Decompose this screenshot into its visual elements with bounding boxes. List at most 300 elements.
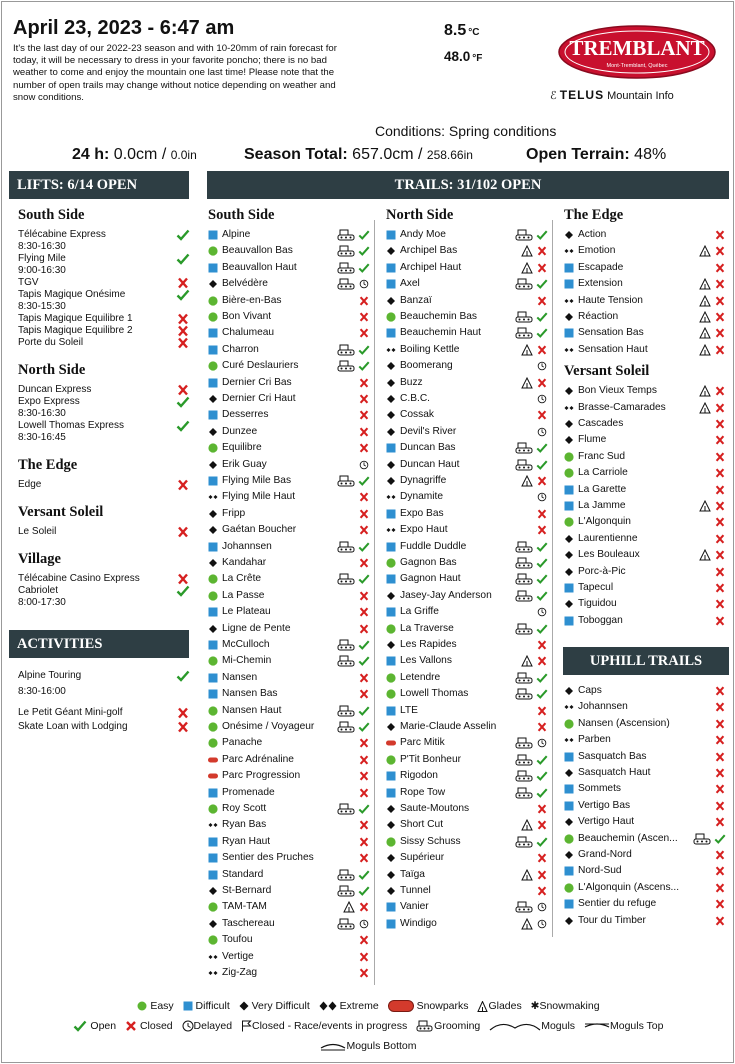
trail-name: Tour du Timber bbox=[578, 914, 646, 926]
green-circle-icon bbox=[208, 706, 218, 716]
double-black-diamond-icon bbox=[564, 735, 574, 745]
trail-row bbox=[564, 880, 727, 896]
trail-row bbox=[386, 752, 549, 768]
groomer-icon bbox=[416, 1020, 434, 1032]
blue-square-icon bbox=[208, 378, 218, 388]
red-x-icon bbox=[714, 311, 726, 323]
trail-area-title: Versant Soleil bbox=[564, 363, 650, 380]
trail-row bbox=[564, 432, 727, 448]
activity-name: Alpine Touring bbox=[18, 670, 82, 681]
red-x-icon bbox=[358, 737, 370, 749]
trail-name: Nansen Haut bbox=[222, 704, 282, 716]
green-circle-icon bbox=[208, 656, 218, 666]
checkmark-icon bbox=[73, 1020, 87, 1032]
lift-name: Tapis Magique Equilibre 2 bbox=[18, 325, 133, 336]
red-x-icon bbox=[536, 705, 548, 717]
legend-difficulty bbox=[2, 1000, 734, 1012]
trail-name: Sasquatch Haut bbox=[578, 767, 651, 778]
trail-name: Sensation Haut bbox=[578, 343, 648, 355]
black-diamond-icon bbox=[386, 427, 396, 437]
trail-row bbox=[564, 293, 727, 309]
trail-row bbox=[386, 243, 549, 259]
clock-icon bbox=[536, 426, 548, 438]
trail-name: Archipel Bas bbox=[400, 245, 458, 257]
red-x-icon bbox=[714, 229, 726, 241]
trail-row bbox=[208, 506, 371, 522]
trail-row bbox=[386, 588, 549, 604]
glade-icon bbox=[513, 377, 535, 389]
trail-name: La Griffe bbox=[400, 606, 439, 618]
trail-name: Laurentienne bbox=[578, 532, 638, 544]
red-x-icon bbox=[714, 882, 726, 894]
blue-square-icon bbox=[386, 919, 396, 929]
red-x-icon bbox=[176, 313, 190, 325]
red-x-icon bbox=[536, 721, 548, 733]
groomer-icon bbox=[513, 836, 535, 848]
trail-name: Sensation Bas bbox=[578, 327, 644, 339]
red-x-icon bbox=[714, 800, 726, 812]
trail-name: Nansen Bas bbox=[222, 688, 278, 700]
lift-item bbox=[18, 396, 190, 420]
red-x-icon bbox=[536, 295, 548, 307]
checkmark-icon bbox=[176, 253, 190, 265]
trail-row bbox=[208, 293, 371, 309]
trail-name: Lowell Thomas bbox=[400, 688, 469, 700]
trail-name: Ligne de Pente bbox=[222, 622, 291, 634]
red-x-icon bbox=[536, 409, 548, 421]
trail-row bbox=[564, 831, 727, 847]
trail-name: Toufou bbox=[222, 934, 253, 946]
trail-row bbox=[386, 834, 549, 850]
trail-row bbox=[386, 522, 549, 538]
trail-name: Dernier Cri Bas bbox=[222, 376, 292, 388]
groomer-icon bbox=[335, 278, 357, 290]
groomer-icon bbox=[335, 655, 357, 667]
trail-row bbox=[208, 473, 371, 489]
black-diamond-icon bbox=[208, 558, 218, 568]
trail-name: Gagnon Bas bbox=[400, 557, 457, 568]
trail-name: Vertigo Haut bbox=[578, 816, 635, 828]
trail-row bbox=[208, 325, 371, 341]
trail-row bbox=[386, 440, 549, 456]
blue-square-icon bbox=[564, 899, 574, 909]
red-x-icon bbox=[714, 402, 726, 414]
lift-item bbox=[18, 479, 190, 491]
green-circle-icon bbox=[208, 738, 218, 748]
activity-item bbox=[18, 719, 190, 735]
checkmark-icon bbox=[176, 670, 190, 682]
trail-row bbox=[386, 670, 549, 686]
trail-row bbox=[386, 391, 549, 407]
blue-square-icon bbox=[208, 410, 218, 420]
stat-season-in: 258.66in bbox=[426, 148, 473, 162]
trail-row bbox=[564, 732, 727, 748]
lift-name: Cabriolet bbox=[18, 585, 59, 596]
lift-group-title: Village bbox=[18, 551, 61, 567]
lift-hours: 8:30-16:45 bbox=[18, 432, 66, 443]
trail-name: Beauchemin (Ascen... bbox=[578, 832, 678, 844]
glade-icon bbox=[691, 295, 713, 307]
trail-row bbox=[564, 798, 727, 814]
logo-subtitle: Mont-Tremblant, Québec bbox=[606, 63, 668, 69]
legend-status bbox=[2, 1020, 734, 1032]
double-black-diamond-icon bbox=[386, 345, 396, 355]
trail-row bbox=[208, 522, 371, 538]
double-black-diamond-icon bbox=[386, 525, 396, 535]
red-x-icon bbox=[176, 337, 190, 349]
trail-row bbox=[208, 440, 371, 456]
blue-square-icon bbox=[386, 263, 396, 273]
red-x-icon bbox=[714, 598, 726, 610]
black-diamond-icon bbox=[386, 820, 396, 830]
red-x-icon bbox=[358, 524, 370, 536]
trail-row bbox=[564, 383, 727, 399]
lift-name: Porte du Soleil bbox=[18, 337, 84, 348]
red-x-icon bbox=[714, 484, 726, 496]
black-diamond-icon bbox=[386, 394, 396, 404]
trail-name: Letendre bbox=[400, 671, 441, 683]
red-x-icon bbox=[714, 549, 726, 561]
trail-name: Ryan Bas bbox=[222, 819, 267, 831]
blue-square-icon bbox=[208, 328, 218, 338]
trail-row bbox=[564, 514, 727, 530]
trail-name: Nansen (Ascension) bbox=[578, 717, 670, 729]
checkmark-icon bbox=[536, 590, 548, 602]
trail-row bbox=[386, 637, 549, 653]
checkmark-icon bbox=[358, 475, 370, 487]
blue-square-icon bbox=[208, 607, 218, 617]
clock-icon bbox=[536, 737, 548, 749]
checkmark-icon bbox=[358, 885, 370, 897]
trail-name: Standard bbox=[222, 868, 264, 880]
trail-name: Brasse-Camarades bbox=[578, 401, 666, 413]
trail-name: Fuddle Duddle bbox=[400, 540, 467, 552]
blue-square-icon bbox=[208, 788, 218, 798]
lift-item bbox=[18, 420, 190, 444]
groomer-icon bbox=[335, 803, 357, 815]
blue-square-icon bbox=[564, 752, 574, 762]
trail-name: P'Tit Bonheur bbox=[400, 753, 462, 765]
green-circle-icon bbox=[208, 722, 218, 732]
red-x-icon bbox=[536, 344, 548, 356]
groomer-icon bbox=[335, 262, 357, 274]
snowpark-icon bbox=[388, 1000, 414, 1012]
green-circle-icon bbox=[386, 312, 396, 322]
checkmark-icon bbox=[358, 869, 370, 881]
blue-square-icon bbox=[183, 1001, 193, 1011]
checkmark-icon bbox=[536, 278, 548, 290]
legend-moguls-bottom bbox=[320, 1040, 416, 1052]
trail-row bbox=[386, 309, 549, 325]
trail-row bbox=[208, 965, 371, 981]
trail-row bbox=[208, 539, 371, 555]
trail-name: Nord-Sud bbox=[578, 865, 622, 877]
legend-difficult bbox=[183, 1000, 230, 1012]
blue-square-icon bbox=[208, 345, 218, 355]
temp-c-unit: °C bbox=[468, 27, 480, 38]
trail-name: Le Plateau bbox=[222, 606, 271, 618]
green-circle-icon bbox=[208, 361, 218, 371]
lift-group-title: Versant Soleil bbox=[18, 504, 104, 520]
glade-icon bbox=[691, 344, 713, 356]
black-diamond-icon bbox=[564, 916, 574, 926]
trail-row bbox=[564, 498, 727, 514]
green-circle-icon bbox=[386, 755, 396, 765]
red-x-icon bbox=[536, 524, 548, 536]
trail-row bbox=[386, 342, 549, 358]
lift-item bbox=[18, 325, 190, 337]
blue-square-icon bbox=[208, 673, 218, 683]
lift-name: Edge bbox=[18, 479, 42, 490]
trail-name: Bon Vieux Temps bbox=[578, 385, 657, 397]
trail-row bbox=[208, 834, 371, 850]
red-x-icon bbox=[358, 442, 370, 454]
groomer-icon bbox=[513, 229, 535, 241]
lift-item bbox=[18, 229, 190, 253]
lift-name: Duncan Express bbox=[18, 384, 92, 395]
trail-row bbox=[208, 801, 371, 817]
red-x-icon bbox=[176, 325, 190, 337]
green-circle-icon bbox=[208, 296, 218, 306]
activity-item bbox=[18, 668, 190, 700]
checkmark-icon bbox=[358, 803, 370, 815]
trail-row bbox=[208, 407, 371, 423]
checkmark-icon bbox=[536, 623, 548, 635]
black-diamond-icon bbox=[208, 427, 218, 437]
trail-name: La Traverse bbox=[400, 622, 454, 634]
red-x-icon bbox=[358, 393, 370, 405]
clock-icon bbox=[536, 901, 548, 913]
green-circle-icon bbox=[564, 468, 574, 478]
black-diamond-icon bbox=[386, 361, 396, 371]
groomer-icon bbox=[335, 541, 357, 553]
snowpark-icon bbox=[208, 771, 218, 781]
trail-row bbox=[386, 686, 549, 702]
blue-square-icon bbox=[564, 263, 574, 273]
red-x-icon bbox=[358, 688, 370, 700]
red-x-icon bbox=[358, 557, 370, 569]
red-x-icon bbox=[714, 898, 726, 910]
temp-f-value: 48.0 bbox=[444, 49, 471, 64]
groomer-icon bbox=[513, 573, 535, 585]
checkmark-icon bbox=[536, 557, 548, 569]
trail-row bbox=[386, 457, 549, 473]
black-diamond-icon bbox=[386, 804, 396, 814]
glade-icon bbox=[513, 655, 535, 667]
red-x-icon bbox=[536, 245, 548, 257]
glade-icon bbox=[691, 311, 713, 323]
trail-row bbox=[208, 653, 371, 669]
legend-moguls-bottom-label: Moguls Bottom bbox=[346, 1040, 417, 1053]
checkmark-icon bbox=[358, 344, 370, 356]
trail-name: Tapecul bbox=[578, 582, 614, 593]
trail-name: Grand-Nord bbox=[578, 849, 632, 860]
temperature-celsius bbox=[444, 22, 479, 40]
red-x-icon bbox=[358, 901, 370, 913]
black-diamond-icon bbox=[564, 419, 574, 429]
legend-grooming-label: Grooming bbox=[434, 1020, 481, 1033]
trail-name: Taïga bbox=[400, 868, 425, 880]
red-x-icon bbox=[358, 295, 370, 307]
blue-square-icon bbox=[386, 230, 396, 240]
green-circle-icon bbox=[386, 673, 396, 683]
trail-name: Duncan Bas bbox=[400, 442, 456, 454]
glade-icon bbox=[477, 1001, 488, 1012]
black-diamond-icon bbox=[564, 768, 574, 778]
checkmark-icon bbox=[358, 360, 370, 372]
lift-item bbox=[18, 585, 190, 609]
glade-icon bbox=[513, 245, 535, 257]
trail-name: Extension bbox=[578, 278, 623, 290]
red-x-icon bbox=[358, 606, 370, 618]
trail-name: Equilibre bbox=[222, 442, 262, 454]
checkmark-icon bbox=[536, 573, 548, 585]
trail-row bbox=[564, 896, 727, 912]
trail-row bbox=[386, 883, 549, 899]
legend-snowparks bbox=[388, 1000, 469, 1012]
checkmark-icon bbox=[358, 721, 370, 733]
checkmark-icon bbox=[358, 229, 370, 241]
trail-row bbox=[208, 785, 371, 801]
clock-icon bbox=[182, 1020, 194, 1032]
blue-square-icon bbox=[564, 279, 574, 289]
red-x-icon bbox=[714, 816, 726, 828]
black-diamond-icon bbox=[386, 640, 396, 650]
trail-row bbox=[208, 883, 371, 899]
blue-square-icon bbox=[386, 509, 396, 519]
stat-season-cm: 657.0cm bbox=[352, 146, 414, 163]
red-x-icon bbox=[358, 934, 370, 946]
red-x-icon bbox=[358, 787, 370, 799]
groomer-icon bbox=[513, 787, 535, 799]
trail-row bbox=[386, 899, 549, 915]
blue-square-icon bbox=[208, 230, 218, 240]
groomer-icon bbox=[335, 245, 357, 257]
lift-group-title: South Side bbox=[18, 207, 85, 223]
red-x-icon bbox=[714, 685, 726, 697]
trail-row bbox=[386, 768, 549, 784]
trail-name: Porc-à-Pic bbox=[578, 565, 626, 577]
trail-name: Les Vallons bbox=[400, 655, 452, 667]
trail-name: Flying Mile Haut bbox=[222, 491, 296, 503]
trail-row bbox=[564, 416, 727, 432]
black-diamond-icon bbox=[386, 378, 396, 388]
red-x-icon bbox=[358, 672, 370, 684]
legend-very-difficult bbox=[239, 1000, 310, 1012]
groomer-icon bbox=[335, 705, 357, 717]
green-circle-icon bbox=[564, 517, 574, 527]
green-circle-icon bbox=[137, 1001, 147, 1011]
legend-snowmaking bbox=[531, 1000, 600, 1012]
trail-name: Boomerang bbox=[400, 360, 453, 372]
trail-row bbox=[564, 465, 727, 481]
red-x-icon bbox=[358, 819, 370, 831]
trail-row bbox=[208, 342, 371, 358]
clock-icon bbox=[358, 459, 370, 471]
trail-row bbox=[208, 899, 371, 915]
trail-name: La Garette bbox=[578, 483, 627, 495]
logo-wordmark: TREMBLANT bbox=[569, 36, 705, 60]
trail-row bbox=[208, 719, 371, 735]
legend-glades-label: Glades bbox=[488, 1000, 522, 1013]
trail-row bbox=[564, 683, 727, 699]
race-flag-icon bbox=[241, 1020, 252, 1032]
trail-row bbox=[386, 850, 549, 866]
trail-area-title: North Side bbox=[386, 207, 454, 223]
red-x-icon bbox=[714, 701, 726, 713]
uphill-trails-header: UPHILL TRAILS bbox=[563, 647, 729, 675]
trail-name: Johannsen bbox=[222, 540, 272, 552]
activity-name: Le Petit Géant Mini-golf bbox=[18, 707, 123, 718]
trail-name: Andy Moe bbox=[400, 229, 446, 240]
trail-name: Cossak bbox=[400, 409, 434, 421]
checkmark-icon bbox=[358, 639, 370, 651]
black-diamond-icon bbox=[208, 279, 218, 289]
lift-name: Lowell Thomas Express bbox=[18, 420, 124, 431]
stat-24h-in: 0.0in bbox=[170, 148, 197, 162]
moguls-top-icon bbox=[584, 1020, 610, 1032]
trail-name: Sentier du refuge bbox=[578, 898, 657, 910]
blue-square-icon bbox=[208, 837, 218, 847]
trail-name: L'Algonquin (Ascens... bbox=[578, 881, 680, 893]
clock-icon bbox=[358, 278, 370, 290]
checkmark-icon bbox=[176, 229, 190, 241]
groomer-icon bbox=[513, 901, 535, 913]
telus-sponsor bbox=[550, 88, 674, 102]
stat-season-label: Season Total: bbox=[244, 146, 348, 163]
black-diamond-icon bbox=[386, 410, 396, 420]
red-x-icon bbox=[358, 852, 370, 864]
green-circle-icon bbox=[564, 883, 574, 893]
trail-name: Charron bbox=[222, 343, 259, 355]
checkmark-icon bbox=[536, 672, 548, 684]
red-x-icon bbox=[536, 508, 548, 520]
red-x-icon bbox=[714, 767, 726, 779]
blue-square-icon bbox=[386, 574, 396, 584]
trail-name: Erik Guay bbox=[222, 458, 267, 470]
red-x-icon bbox=[536, 377, 548, 389]
trail-name: Promenade bbox=[222, 786, 275, 798]
black-diamond-icon bbox=[564, 386, 574, 396]
blue-square-icon bbox=[208, 640, 218, 650]
stat-terrain-value: 48% bbox=[634, 146, 667, 163]
trail-name: Bière-en-Bas bbox=[222, 294, 282, 306]
clock-icon bbox=[536, 360, 548, 372]
green-circle-icon bbox=[386, 558, 396, 568]
legend-moguls-top bbox=[584, 1020, 664, 1032]
trail-name: Chalumeau bbox=[222, 327, 275, 339]
trail-name: Onésime / Voyageur bbox=[222, 721, 315, 732]
temp-c-value: 8.5 bbox=[444, 22, 467, 39]
trail-row bbox=[208, 457, 371, 473]
trail-name: Desserres bbox=[222, 409, 269, 421]
groomer-icon bbox=[513, 688, 535, 700]
lift-item bbox=[18, 253, 190, 277]
glade-icon bbox=[691, 549, 713, 561]
black-diamond-icon bbox=[208, 525, 218, 535]
green-circle-icon bbox=[386, 689, 396, 699]
activity-name: Skate Loan with Lodging bbox=[18, 721, 128, 732]
red-x-icon bbox=[358, 327, 370, 339]
trail-name: Vertigo Bas bbox=[578, 799, 631, 811]
blue-square-icon bbox=[208, 542, 218, 552]
glade-icon bbox=[691, 327, 713, 339]
black-diamond-icon bbox=[386, 722, 396, 732]
glade-icon bbox=[513, 918, 535, 930]
trail-name: Caps bbox=[578, 685, 602, 696]
black-diamond-icon bbox=[208, 624, 218, 634]
groomer-icon bbox=[513, 278, 535, 290]
